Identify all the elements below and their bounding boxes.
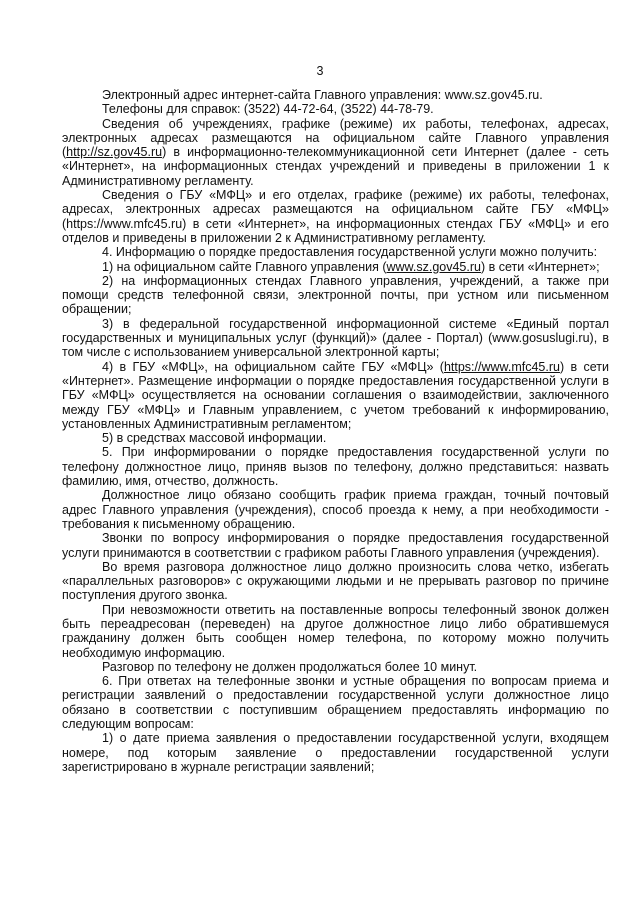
paragraph <box>62 88 609 102</box>
paragraph <box>62 531 609 560</box>
paragraph <box>62 317 609 360</box>
paragraph-text: 5. При информировании о порядке предоставления государственной услуги по телефону должностное лицо, приняв вызов по телефону, должно представиться: назвать фамилию, имя, отчество, должность. <box>62 445 609 489</box>
paragraph <box>62 488 609 531</box>
paragraph <box>62 360 609 431</box>
paragraph-text: Должностное лицо обязано сообщить график приема граждан, точный почтовый адрес Главного управления (учреждения), способ проезда к нему, а при необходимости - требования к письменному обращению. <box>62 488 609 531</box>
paragraph-text: При невозможности ответить на поставленные вопросы телефонный звонок должен быть переадресован (переведен) на другое должностное лицо либо обратившемуся гражданину должен быть сообщен номер телефона, по которому можно получить необходимую информацию. <box>62 602 609 660</box>
paragraph-text: ) в сети «Интернет». Размещение информации о порядке предоставления государственной услуги в ГБУ «МФЦ» осуществляется на основании соглашения о взаимодействии, заключенного между ГБУ «МФЦ» и Главным управлением, с учетом требований к информированию, установленных Административным регламентом; <box>62 359 609 431</box>
paragraph <box>62 274 609 317</box>
paragraph <box>62 102 609 116</box>
paragraph-text: Во время разговора должностное лицо должно произносить слова четко, избегать «параллельных разговоров» с окружающими людьми и не прерывать разговор по причине поступления другого звонка. <box>62 559 609 603</box>
page-number: 3 <box>316 64 324 78</box>
document-body <box>62 88 609 774</box>
hyperlink[interactable]: http://sz.gov45.ru <box>66 145 163 160</box>
paragraph <box>62 117 609 188</box>
paragraph-text: Телефоны для справок: (3522) 44-72-64, (3522) 44-78-79. <box>102 102 434 117</box>
paragraph-text: 1) о дате приема заявления о предоставлении государственной услуги, входящем номере, под которым заявление о предоставлении государственной услуги зарегистрировано в журнале регистрации заявлений; <box>62 731 609 774</box>
paragraph-text: Звонки по вопросу информирования о порядке предоставления государственной услуги принимаются в соответствии с графиком работы Главного управления (учреждения). <box>62 531 609 560</box>
paragraph <box>62 260 609 274</box>
paragraph <box>62 731 609 774</box>
paragraph-text: 3) в федеральной государственной информационной системе «Единый портал государственных и муниципальных услуг (функций)» (далее - Портал) (www.gosuslugi.ru), в том числе с использованием универсальной электронной карты; <box>62 316 609 360</box>
paragraph <box>62 445 609 488</box>
paragraph-text: 4) в ГБУ «МФЦ», на официальном сайте ГБУ «МФЦ» ( <box>102 359 444 374</box>
hyperlink[interactable]: www.sz.gov45.ru <box>386 259 481 274</box>
paragraph <box>62 188 609 245</box>
paragraph-text: Разговор по телефону не должен продолжаться более 10 минут. <box>102 659 478 674</box>
paragraph <box>62 603 609 660</box>
paragraph-text: Сведения об учреждениях, графике (режиме) их работы, телефонах, адресах, электронных адресах размещаются на официальном сайте Главного управления ( <box>62 116 609 160</box>
paragraph <box>62 560 609 603</box>
paragraph-text: 5) в средствах массовой информации. <box>102 431 327 446</box>
paragraph-text: 2) на информационных стендах Главного управления, учреждений, а также при помощи средств телефонной связи, электронной почты, при устном или письменном обращении; <box>62 273 609 317</box>
paragraph-text: ) в сети «Интернет»; <box>480 259 600 274</box>
paragraph-text: 4. Информацию о порядке предоставления государственной услуги можно получить: <box>102 245 598 260</box>
hyperlink[interactable]: https://www.mfc45.ru <box>443 359 560 374</box>
paragraph-text: Сведения о ГБУ «МФЦ» и его отделах, графике (режиме) их работы, телефонах, адресах, электронных адресах размещаются на официальном сайте ГБУ «МФЦ» (https://www.mfc45.ru) в сети «Интернет», на информационных стендах ГБУ «МФЦ» и его отделов и приведены в приложении 2 к Административному регламенту. <box>62 188 609 245</box>
paragraph-text: 6. При ответах на телефонные звонки и устные обращения по вопросам приема и регистрации заявлений о предоставлении государственной услуги должностное лицо обязано в соответствии с поступившим обращением предоставлять информацию по следующим вопросам: <box>62 674 609 732</box>
paragraph <box>62 245 609 259</box>
paragraph-text: 1) на официальном сайте Главного управления ( <box>102 259 387 274</box>
paragraph <box>62 431 609 445</box>
paragraph <box>62 674 609 731</box>
paragraph-text: Электронный адрес интернет-сайта Главного управления: www.sz.gov45.ru. <box>102 88 543 102</box>
paragraph-text: ) в информационно-телекоммуникационной сети Интернет (далее - сеть «Интернет», на информационных стендах учреждений и приведены в приложении 1 к Административному регламенту. <box>62 145 609 188</box>
paragraph <box>62 660 609 674</box>
